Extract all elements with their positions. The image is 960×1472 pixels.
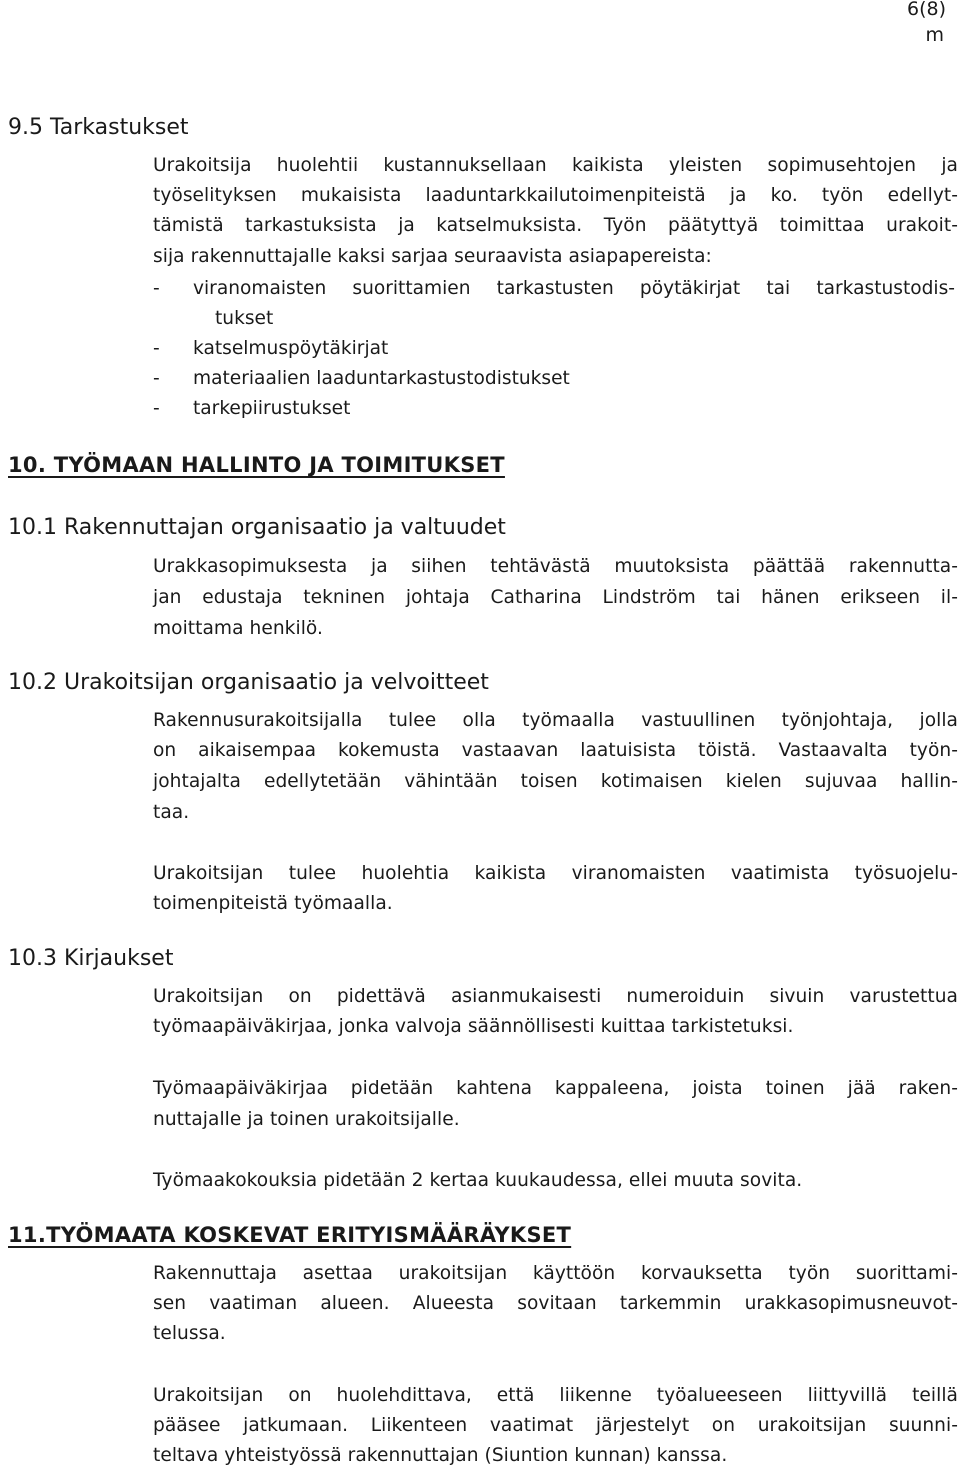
section-heading-9-5: 9.5 Tarkastukset xyxy=(8,115,189,140)
paragraph-line: Työmaakokouksia pidetään 2 kertaa kuukaudessa, ellei muuta sovita. xyxy=(153,1170,803,1191)
paragraph-line: tämistä tarkastuksista ja katselmuksista. Työn päätyttyä toimittaa urakoit- xyxy=(153,215,958,236)
paragraph-line: Rakennusurakoitsijalla tulee olla työmaalla vastuullinen työnjohtaja, jolla xyxy=(153,710,958,731)
paragraph-line: Urakoitsijan on pidettävä asianmukaisesti numeroiduin sivuin varustettua xyxy=(153,986,958,1007)
chapter-heading-11: 11.TYÖMAATA KOSKEVAT ERITYISMÄÄRÄYKSET xyxy=(8,1223,572,1247)
paragraph-line: Urakoitsijan on huolehdittava, että liikenne työalueeseen liittyvillä teillä xyxy=(153,1385,958,1406)
paragraph-line: pääsee jatkumaan. Liikenteen vaatimat järjestelyt on urakoitsijan suunni- xyxy=(153,1415,958,1436)
paragraph-line: toimenpiteistä työmaalla. xyxy=(153,893,393,914)
list-item: tarkepiirustukset xyxy=(193,398,351,419)
paragraph-line: on aikaisempaa kokemusta vastaavan laatuisista töistä. Vastaavalta työn- xyxy=(153,740,958,761)
paragraph-line: Urakoitsija huolehtii kustannuksellaan kaikista yleisten sopimusehtojen ja xyxy=(153,155,958,176)
paragraph-line: johtajalta edellytetään vähintään toisen kotimaisen kielen sujuvaa hallin- xyxy=(153,771,958,792)
paragraph-line: Urakoitsijan tulee huolehtia kaikista viranomaisten vaatimista työsuojelu- xyxy=(153,863,958,884)
paragraph-line: Työmaapäiväkirjaa pidetään kahtena kappaleena, joista toinen jää raken- xyxy=(153,1078,958,1099)
list-bullet-dash: - xyxy=(153,398,160,419)
paragraph-line: taa. xyxy=(153,802,190,823)
list-item-continuation: tukset xyxy=(215,308,274,329)
paragraph-line: jan edustaja tekninen johtaja Catharina Lindström tai hänen erikseen il- xyxy=(153,587,958,608)
paragraph-line: moittama henkilö. xyxy=(153,618,323,639)
paragraph-line: nuttajalle ja toinen urakoitsijalle. xyxy=(153,1109,460,1130)
list-bullet-dash: - xyxy=(153,278,160,299)
paragraph-line: työselityksen mukaisista laaduntarkkailutoimenpiteistä ja ko. työn edellyt- xyxy=(153,185,958,206)
list-item: materiaalien laaduntarkastustodistukset xyxy=(193,368,570,389)
chapter-heading-10: 10. TYÖMAAN HALLINTO JA TOIMITUKSET xyxy=(8,453,505,477)
list-item: viranomaisten suorittamien tarkastusten pöytäkirjat tai tarkastustodis- xyxy=(193,278,955,299)
paragraph-line: sija rakennuttajalle kaksi sarjaa seuraavista asiapapereista: xyxy=(153,246,712,267)
section-heading-10-2: 10.2 Urakoitsijan organisaatio ja velvoitteet xyxy=(8,670,489,695)
paragraph-line: teltava yhteistyössä rakennuttajan (Siuntion kunnan) kanssa. xyxy=(153,1445,728,1466)
section-heading-10-1: 10.1 Rakennuttajan organisaatio ja valtuudet xyxy=(8,515,506,540)
paragraph-line: Rakennuttaja asettaa urakoitsijan käyttöön korvauksetta työn suorittami- xyxy=(153,1263,958,1284)
page-number-suffix: m xyxy=(925,24,944,46)
paragraph-line: Urakkasopimuksesta ja siihen tehtävästä muutoksista päättää rakennutta- xyxy=(153,556,958,577)
paragraph-line: työmaapäiväkirjaa, jonka valvoja säännöllisesti kuittaa tarkistetuksi. xyxy=(153,1016,794,1037)
list-bullet-dash: - xyxy=(153,368,160,389)
list-item: katselmuspöytäkirjat xyxy=(193,338,389,359)
paragraph-line: sen vaatiman alueen. Alueesta sovitaan tarkemmin urakkasopimusneuvot- xyxy=(153,1293,958,1314)
section-heading-10-3: 10.3 Kirjaukset xyxy=(8,946,174,971)
paragraph-line: telussa. xyxy=(153,1323,226,1344)
list-bullet-dash: - xyxy=(153,338,160,359)
page-number: 6(8) xyxy=(906,0,946,20)
